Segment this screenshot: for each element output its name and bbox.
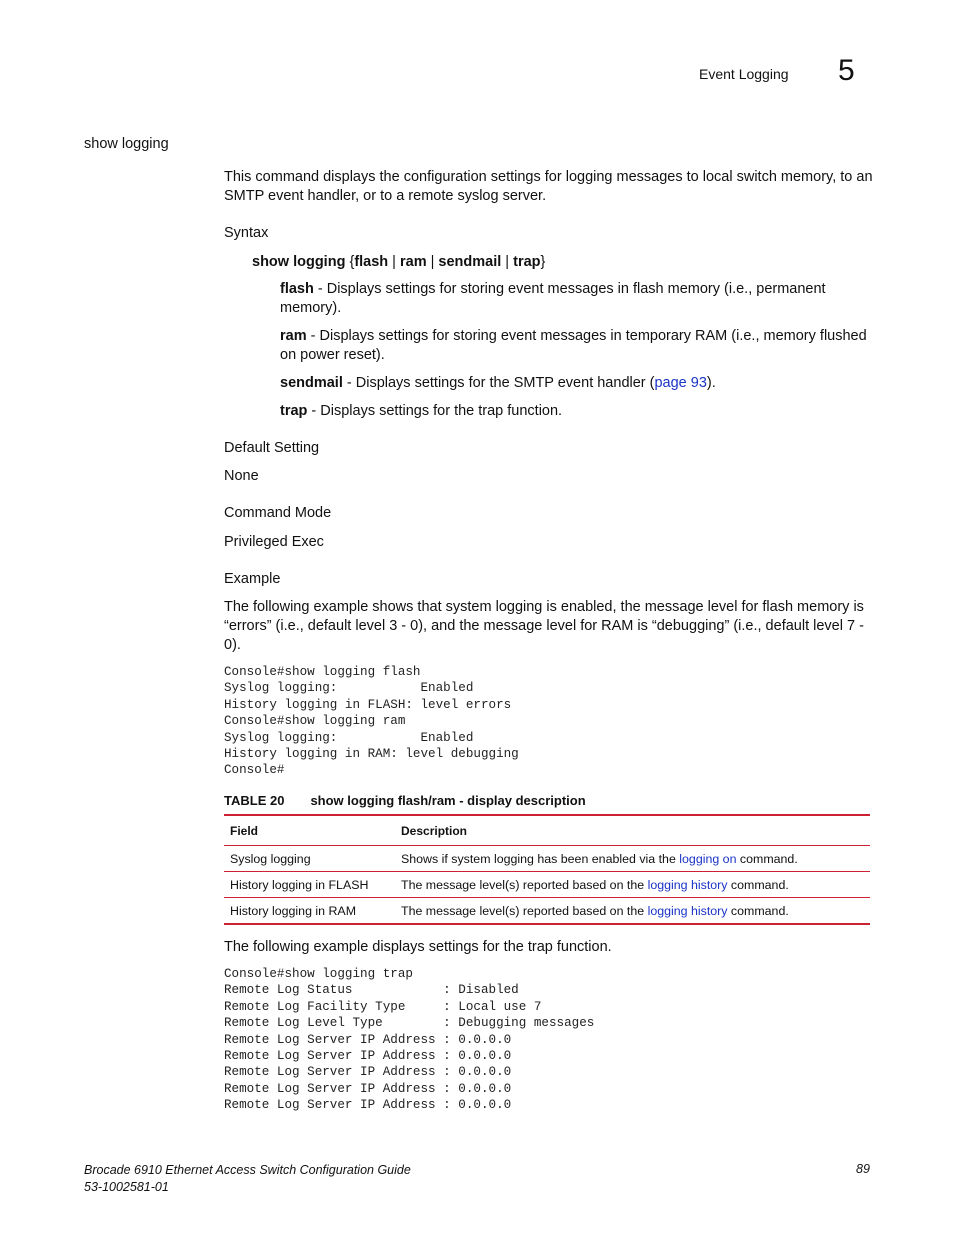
table-row [224, 898, 870, 925]
trap-code-block: Console#show logging trap Remote Log Status : Disabled Remote Log Facility Type : Local use 7 Remote Log Level Type : Debugging messages Remote Log Server IP Address : 0.0.0.0 Remote Log Server IP Address : 0.0.0.0 Remote Log Server IP Address : 0.0.0.0 Remote Log Server IP Address : 0.0.0.0 Remote Log Server IP Address : 0.0.0.0 [224, 967, 595, 1113]
param-trap [280, 402, 874, 421]
syntax-heading: Syntax [224, 225, 269, 241]
cell-text-end: command. [727, 877, 789, 892]
param-desc: - Displays settings for the SMTP event handler ( [342, 375, 655, 391]
cell-text: The message level(s) reported based on the [401, 903, 648, 918]
example-paragraph: The following example shows that system logging is enabled, the message level for flash memory is “errors” (i.e., default level 3 - 0), and the message level for RAM is “debugging” (i.e., default level 7 - 0). [224, 599, 864, 653]
footer-title: Brocade 6910 Ethernet Access Switch Configuration Guide [84, 1163, 411, 1177]
table-row [224, 872, 870, 898]
cell-text: The message level(s) reported based on the [401, 877, 648, 892]
footer-doc-info [84, 1162, 411, 1196]
syntax-opt-ram: ram [399, 254, 427, 270]
syntax-brace-open: { [345, 254, 355, 270]
table-caption [224, 793, 586, 808]
table-title: show logging flash/ram - display description [310, 793, 586, 808]
trap-intro: The following example displays settings for the trap function. [224, 939, 612, 955]
syntax-sep: | [501, 254, 514, 270]
table-cell-field: History logging in FLASH [230, 877, 369, 892]
syntax-sep: | [426, 254, 439, 270]
table-cell-field: Syslog logging [230, 851, 311, 866]
page-number: 89 [856, 1162, 870, 1176]
command-link[interactable]: logging history [647, 877, 728, 892]
table-cell-description [395, 872, 870, 898]
param-name: ram [280, 328, 307, 344]
table-row [224, 846, 870, 872]
command-link[interactable]: logging history [647, 903, 728, 918]
cell-text: Shows if system logging has been enabled via the [401, 851, 680, 866]
table-header-field: Field [230, 823, 259, 838]
syntax-opt-sendmail: sendmail [438, 254, 502, 270]
default-setting-value: None [224, 468, 259, 484]
description-table [224, 814, 870, 925]
param-desc: - Displays settings for the trap function. [307, 403, 563, 419]
table-cell-description [395, 898, 870, 925]
param-name: flash [280, 281, 314, 297]
table-header-row [224, 815, 870, 846]
param-ram [280, 327, 874, 365]
syntax-brace-close: } [540, 254, 546, 270]
command-mode-value: Privileged Exec [224, 534, 324, 550]
syntax-line [252, 253, 545, 272]
example-code-block: Console#show logging flash Syslog logging: Enabled History logging in FLASH: level errors Console#show logging ram Syslog logging: Enabled History logging in RAM: level debugging Console# [224, 665, 519, 778]
command-heading: show logging [84, 136, 169, 152]
syntax-opt-flash: flash [354, 254, 389, 270]
syntax-opt-trap: trap [513, 254, 541, 270]
table-cell-description [395, 846, 870, 872]
default-setting-heading: Default Setting [224, 440, 320, 456]
param-name: sendmail [280, 375, 343, 391]
chapter-number: 5 [838, 54, 855, 87]
intro-paragraph: This command displays the configuration settings for logging messages to local switch memory, to an SMTP event handler, or to a remote syslog server. [224, 169, 873, 204]
running-header-title: Event Logging [699, 66, 789, 82]
table-label: TABLE 20 [224, 793, 285, 808]
param-name: trap [280, 403, 308, 419]
syntax-sep: | [388, 254, 400, 270]
table-cell-field: History logging in RAM [230, 903, 357, 918]
page-link[interactable]: page 93 [654, 375, 707, 391]
command-mode-heading: Command Mode [224, 505, 332, 521]
param-desc-end: ). [706, 375, 716, 391]
param-desc: - Displays settings for storing event messages in flash memory (i.e., permanent memory). [280, 281, 826, 316]
syntax-command: show logging [252, 254, 346, 270]
param-sendmail [280, 374, 874, 393]
cell-text-end: command. [727, 903, 789, 918]
table-header-description: Description [401, 823, 468, 838]
command-link[interactable]: logging on [679, 851, 737, 866]
cell-text-end: command. [736, 851, 798, 866]
param-desc: - Displays settings for storing event messages in temporary RAM (i.e., memory flushed on power reset). [280, 328, 867, 363]
example-heading: Example [224, 571, 281, 587]
param-flash [280, 280, 874, 318]
footer-doc-number: 53-1002581-01 [84, 1180, 169, 1194]
